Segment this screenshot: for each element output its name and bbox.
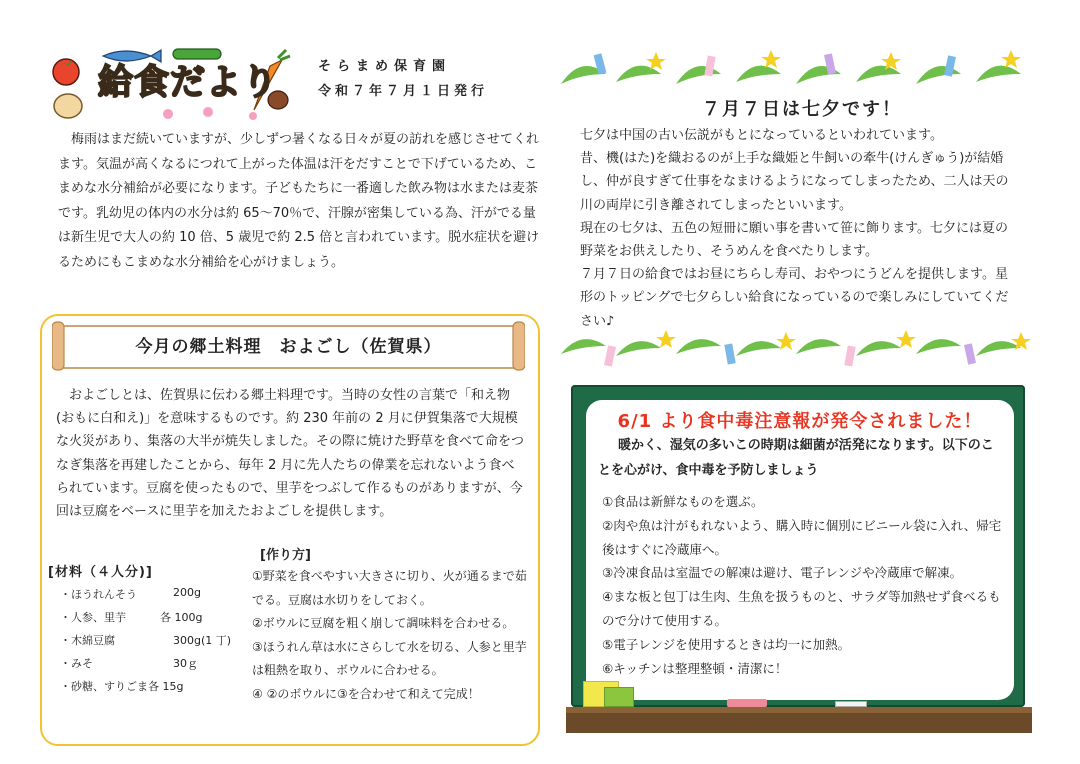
tanabata-paragraph: ７月７日の給食ではお昼にちらし寿司、おやつにうどんを提供します。星形のトッピングで七夕らしい給食になっているので楽しみにしていてください♪ bbox=[580, 267, 1009, 329]
ingredient-qty: 各 100g bbox=[160, 611, 203, 624]
issue-date: 令和７年７月１日発行 bbox=[318, 84, 489, 99]
food-safety-tip: ①食品は新鮮なものを選ぶ。 bbox=[602, 494, 764, 509]
food-poisoning-alert-title: 6/1 より食中毒注意報が発令されました！ bbox=[617, 411, 983, 432]
intro-paragraph: 梅雨はまだ続いていますが、少しずつ暑くなる日々が夏の訪れを感じさせてくれます。気温が高くなるにつれて上がった体温は汗をだすことで下げているため、こまめな水分補給が必要になります。子どもたちに一番適した飲み物は水または麦茶です。乳幼児の体内の水分は約 65～70％で、汗腺が密集している為、汗がでる量は新生児で大人の約 10 倍、5 歳児で約 2.5 倍と言われています。脱水症状を避けるためにもこまめな水分補給を心がけましょう。 bbox=[58, 132, 540, 270]
ingredient-name: ・人参、里芋 bbox=[60, 611, 126, 624]
food-poisoning-lead: 暖かく、湿気の多いこの時期は細菌が活発になります。以下のことを心がけ、食中毒を予防しましょう bbox=[598, 438, 994, 478]
white-chalk-icon bbox=[835, 701, 867, 707]
local-dish-description: およごしとは、佐賀県に伝わる郷土料理です。当時の女性の言葉で「和え物(おもに白和え)」を意味するものです。約 230 年前の 2 月に伊賀集落で大規模な火災があり、集落の大半が焼失しました。その際に焼けた野草を食べて命をつなぎ集落を再建したことから、毎年 2 月に先人たちの偉業を忘れないよう食べられています。豆腐を使ったもので、里芋をつぶして作るものがありますが、今回は豆腐をベースに里芋を加えたおよごしを提供します。 bbox=[56, 388, 525, 520]
recipe-step: ②ボウルに豆腐を粗く崩して調味料を合わせる。 bbox=[252, 616, 515, 630]
tanabata-title: ７月７日は七夕です！ bbox=[702, 99, 902, 120]
tanabata-paragraph: 七夕は中国の古い伝説がもとになっているといわれています。 bbox=[580, 128, 943, 143]
food-safety-tips bbox=[602, 490, 1006, 680]
recipe-steps-heading: [作り方] bbox=[260, 548, 311, 563]
food-safety-tip: ⑥キッチンは整理整頓・清潔に！ bbox=[602, 660, 788, 676]
food-safety-tip: ⑤電子レンジを使用するときは均一に加熱。 bbox=[602, 636, 851, 652]
food-safety-tip: ④まな板と包丁は生肉、生魚を扱うものと、サラダ等加熱せず食べるもので分けて使用する。 bbox=[602, 589, 1001, 628]
eraser-icon bbox=[727, 699, 767, 707]
ingredient-qty: 各 15g bbox=[148, 680, 184, 693]
recipe-step: ④ ②のボウルに③を合わせて和えて完成！ bbox=[252, 686, 480, 701]
chalkboard-ledge-edge bbox=[566, 707, 1032, 713]
recipe-steps bbox=[252, 565, 537, 706]
ingredient-qty: 200g bbox=[173, 586, 201, 599]
publisher-name: そらまめ保育園 bbox=[318, 59, 452, 74]
green-chalk-icon bbox=[604, 687, 634, 707]
ingredient-name: ・ほうれんそう bbox=[60, 588, 137, 601]
recipe-step: ③ほうれん草は水にさらして水を切る、人参と里芋は粗熱を取り、ボウルに合わせる。 bbox=[252, 639, 527, 677]
recipe-step: ①野菜を食べやすい大きさに切り、火が通るまで茹でる。豆腐は水切りをしておく。 bbox=[252, 569, 527, 607]
ingredient-qty: 30ｇ bbox=[173, 657, 198, 670]
tanabata-body bbox=[580, 124, 1020, 333]
ingredient-name: ・木綿豆腐 bbox=[60, 634, 115, 647]
bamboo-garland-top bbox=[556, 44, 1036, 94]
tanabata-paragraph: 昔、機(はた)を織おるのが上手な織姫と牛飼いの牽牛(けんぎゅう)が結婚し、仲が良すぎて仕事をなまけるようになってしまったため、二人は天の川の両岸に引き離されてしまったといいます。 bbox=[580, 151, 1009, 213]
local-dish-title: 今月の郷土料理 およごし（佐賀県） bbox=[135, 337, 442, 357]
ingredient-name: ・みそ bbox=[60, 657, 93, 670]
ingredients-heading: [材料（４人分)] bbox=[48, 565, 153, 580]
ingredient-name: ・砂糖、すりごま bbox=[60, 680, 148, 693]
newsletter-logo-title: 給食だより bbox=[98, 63, 279, 103]
food-safety-tip: ③冷凍食品は室温での解凍は避け、電子レンジや冷蔵庫で解凍。 bbox=[602, 565, 963, 581]
food-safety-tip: ②肉や魚は汁がもれないよう、購入時に個別にビニール袋に入れ、帰宅後はすぐに冷蔵庫へ。 bbox=[602, 517, 1002, 557]
ingredient-qty: 300g(1 丁) bbox=[173, 634, 232, 647]
tanabata-paragraph: 現在の七夕は、五色の短冊に願い事を書いて笹に飾ります。七夕には夏の野菜をお供えしたり、そうめんを食べたりします。 bbox=[580, 220, 1008, 260]
bamboo-garland-bottom bbox=[556, 324, 1036, 374]
